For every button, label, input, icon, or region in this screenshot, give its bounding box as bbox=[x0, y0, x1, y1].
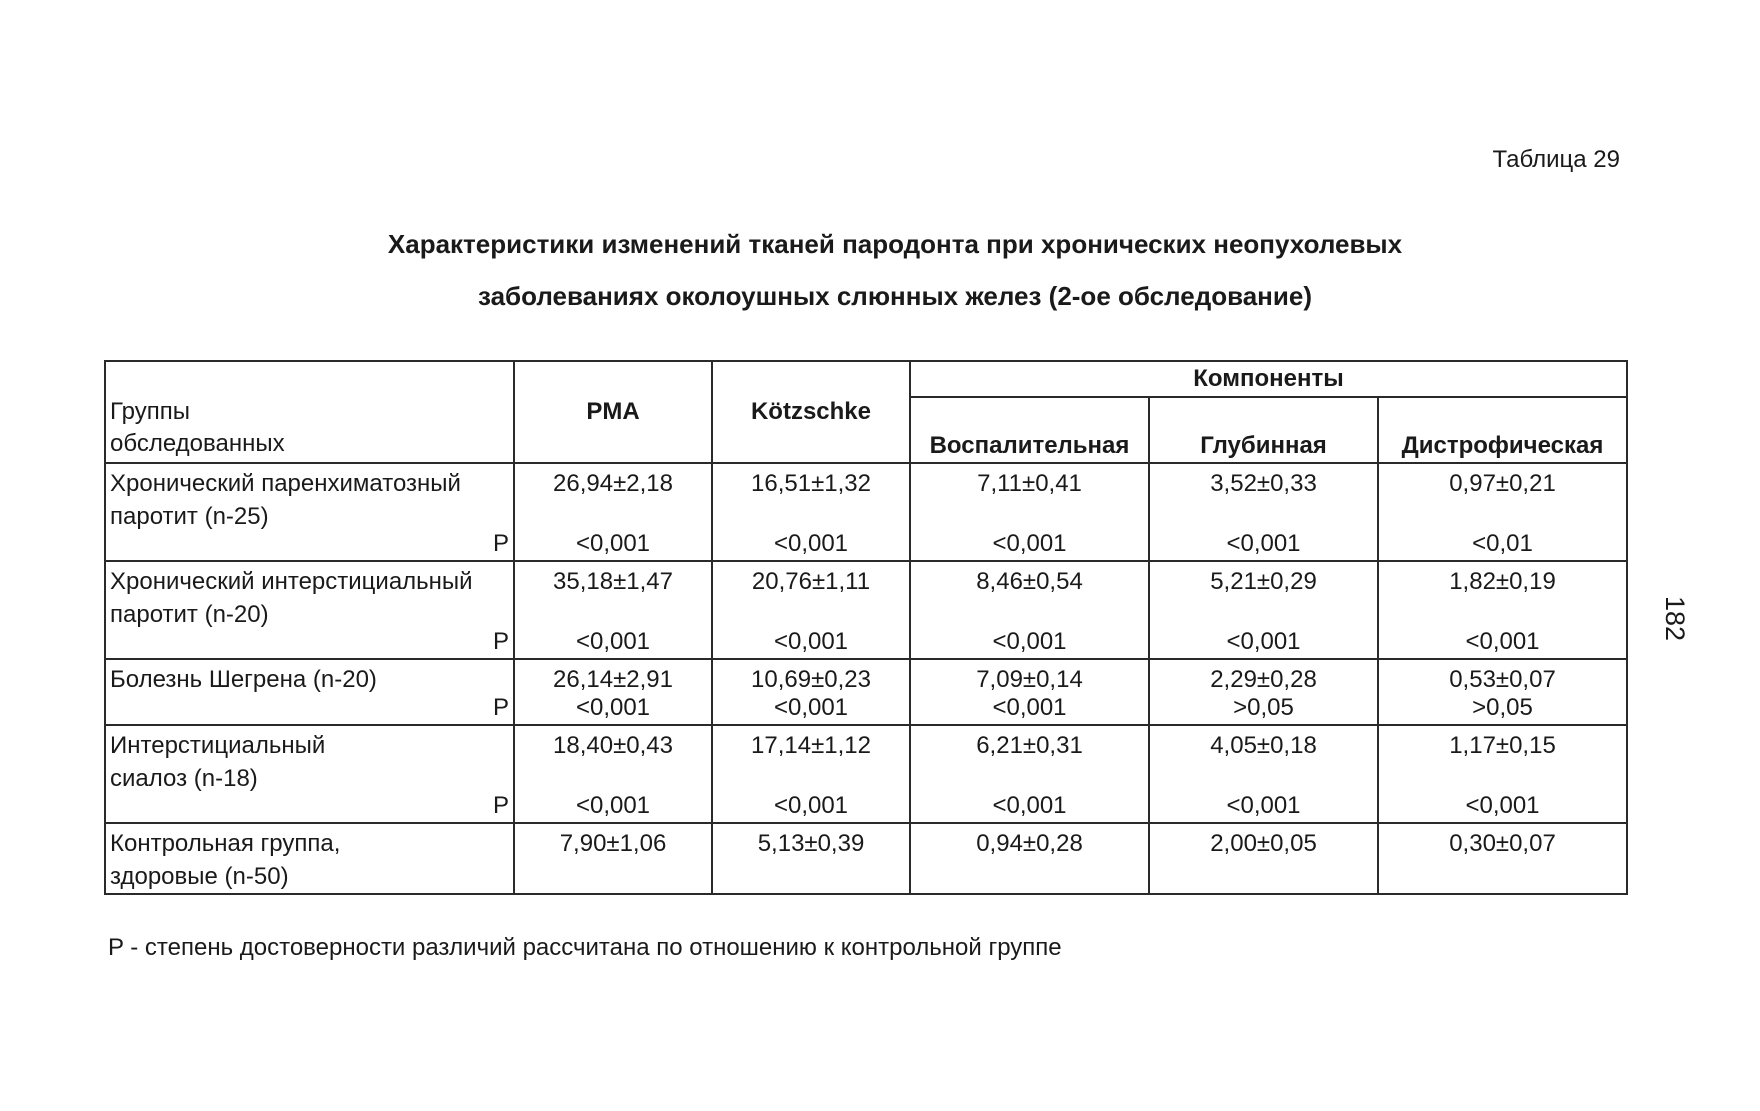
mean-value: 3,52±0,33 bbox=[1210, 470, 1317, 497]
group-name-line: Хронический интерстициальный bbox=[110, 568, 473, 595]
value-cell bbox=[514, 463, 712, 561]
header-groups bbox=[105, 361, 514, 463]
header-groups-line: Группы bbox=[110, 398, 190, 425]
value-cell bbox=[514, 659, 712, 725]
p-value: <0,001 bbox=[1226, 530, 1301, 557]
mean-value: 0,97±0,21 bbox=[1449, 470, 1556, 497]
table-row bbox=[105, 463, 1627, 561]
table-row bbox=[105, 561, 1627, 659]
table-body bbox=[105, 463, 1627, 894]
group-name-line: Хронический паренхиматозный bbox=[110, 470, 461, 497]
mean-value: 0,53±0,07 bbox=[1449, 666, 1556, 693]
p-value: <0,001 bbox=[992, 792, 1067, 819]
group-name-line: паротит (n-25) bbox=[110, 503, 269, 530]
group-name-line: паротит (n-20) bbox=[110, 601, 269, 628]
p-label: P bbox=[492, 694, 509, 721]
group-name-line: Болезнь Шегрена (n-20) bbox=[110, 666, 377, 693]
header-deep: Глубинная bbox=[1149, 397, 1378, 463]
mean-value: 0,94±0,28 bbox=[976, 830, 1083, 857]
header-groups-line: обследованных bbox=[110, 430, 285, 457]
mean-value: 7,09±0,14 bbox=[976, 666, 1083, 693]
group-name-line: Контрольная группа, bbox=[110, 830, 341, 857]
table-row bbox=[105, 659, 1627, 725]
mean-value: 7,90±1,06 bbox=[559, 830, 667, 857]
table-row bbox=[105, 823, 1627, 894]
p-value: <0,001 bbox=[575, 694, 651, 721]
value-cell bbox=[712, 659, 910, 725]
p-label: P bbox=[492, 530, 509, 557]
mean-value: 6,21±0,31 bbox=[976, 732, 1083, 759]
group-cell bbox=[105, 659, 514, 725]
value-cell bbox=[910, 823, 1149, 894]
p-value: <0,001 bbox=[1226, 628, 1301, 655]
mean-value: 0,30±0,07 bbox=[1449, 830, 1556, 857]
value-cell bbox=[514, 725, 712, 823]
mean-value: 7,11±0,41 bbox=[977, 470, 1082, 497]
value-cell bbox=[1149, 823, 1378, 894]
value-cell bbox=[1378, 463, 1627, 561]
group-cell bbox=[105, 463, 514, 561]
mean-value: 18,40±0,43 bbox=[553, 732, 673, 759]
p-value: <0,001 bbox=[773, 694, 849, 721]
p-value: <0,001 bbox=[1465, 792, 1540, 819]
page-number: 182 bbox=[1660, 596, 1690, 642]
header-components: Компоненты bbox=[910, 361, 1627, 397]
value-cell bbox=[712, 463, 910, 561]
value-cell bbox=[910, 725, 1149, 823]
group-cell bbox=[105, 823, 514, 894]
data-table bbox=[104, 360, 1628, 895]
p-value: <0,001 bbox=[575, 530, 651, 557]
mean-value: 26,94±2,18 bbox=[553, 470, 673, 497]
title-line-2: заболеваниях околоушных слюнных желез (2-ое обследование) bbox=[478, 281, 1312, 311]
value-cell bbox=[712, 823, 910, 894]
p-value: <0,01 bbox=[1472, 530, 1533, 557]
mean-value: 1,17±0,15 bbox=[1449, 732, 1556, 759]
mean-value: 5,21±0,29 bbox=[1210, 568, 1317, 595]
value-cell bbox=[514, 561, 712, 659]
p-value: <0,001 bbox=[773, 628, 849, 655]
p-value: <0,001 bbox=[1465, 628, 1540, 655]
value-cell bbox=[910, 463, 1149, 561]
header-dystrophic: Дистрофическая bbox=[1378, 397, 1627, 463]
value-cell bbox=[910, 659, 1149, 725]
p-value: <0,001 bbox=[773, 792, 849, 819]
mean-value: 2,00±0,05 bbox=[1210, 830, 1317, 857]
table-label: Таблица 29 bbox=[1492, 146, 1620, 173]
table-row bbox=[105, 725, 1627, 823]
value-cell bbox=[712, 561, 910, 659]
value-cell bbox=[910, 561, 1149, 659]
mean-value: 35,18±1,47 bbox=[553, 568, 673, 595]
title-line-1: Характеристики изменений тканей пародонта при хронических неопухолевых bbox=[387, 229, 1403, 259]
p-value: <0,001 bbox=[992, 628, 1067, 655]
mean-value: 16,51±1,32 bbox=[751, 470, 871, 497]
p-value: <0,001 bbox=[575, 792, 651, 819]
value-cell bbox=[1378, 659, 1627, 725]
value-cell bbox=[1378, 561, 1627, 659]
p-value: <0,001 bbox=[992, 530, 1067, 557]
value-cell bbox=[514, 823, 712, 894]
group-name-line: сиалоз (n-18) bbox=[110, 765, 258, 792]
p-value: <0,001 bbox=[773, 530, 849, 557]
value-cell bbox=[1149, 561, 1378, 659]
p-label: P bbox=[492, 792, 509, 819]
value-cell bbox=[1149, 463, 1378, 561]
value-cell bbox=[1378, 725, 1627, 823]
group-cell bbox=[105, 725, 514, 823]
value-cell bbox=[1149, 725, 1378, 823]
table-title bbox=[0, 218, 1760, 322]
mean-value: 2,29±0,28 bbox=[1210, 666, 1317, 693]
mean-value: 8,46±0,54 bbox=[976, 568, 1083, 595]
mean-value: 20,76±1,11 bbox=[751, 568, 871, 595]
mean-value: 1,82±0,19 bbox=[1449, 568, 1556, 595]
footnote: P - степень достоверности различий рассчитана по отношению к контрольной группе bbox=[108, 934, 1062, 961]
group-cell bbox=[105, 561, 514, 659]
p-value: >0,05 bbox=[1233, 694, 1294, 721]
value-cell bbox=[1149, 659, 1378, 725]
header-pma: PMA bbox=[514, 361, 712, 463]
mean-value: 17,14±1,12 bbox=[751, 732, 871, 759]
value-cell bbox=[712, 725, 910, 823]
mean-value: 26,14±2,91 bbox=[553, 666, 673, 693]
header-kotzschke: Kötzschke bbox=[712, 361, 910, 463]
p-label: P bbox=[492, 628, 509, 655]
p-value: >0,05 bbox=[1472, 694, 1533, 721]
p-value: <0,001 bbox=[1226, 792, 1301, 819]
mean-value: 5,13±0,39 bbox=[757, 830, 865, 857]
p-value: <0,001 bbox=[992, 694, 1067, 721]
mean-value: 10,69±0,23 bbox=[751, 666, 871, 693]
p-value: <0,001 bbox=[575, 628, 651, 655]
group-name-line: здоровые (n-50) bbox=[110, 863, 289, 890]
value-cell bbox=[1378, 823, 1627, 894]
header-inflammatory: Воспалительная bbox=[910, 397, 1149, 463]
group-name-line: Интерстициальный bbox=[110, 732, 326, 759]
mean-value: 4,05±0,18 bbox=[1210, 732, 1317, 759]
